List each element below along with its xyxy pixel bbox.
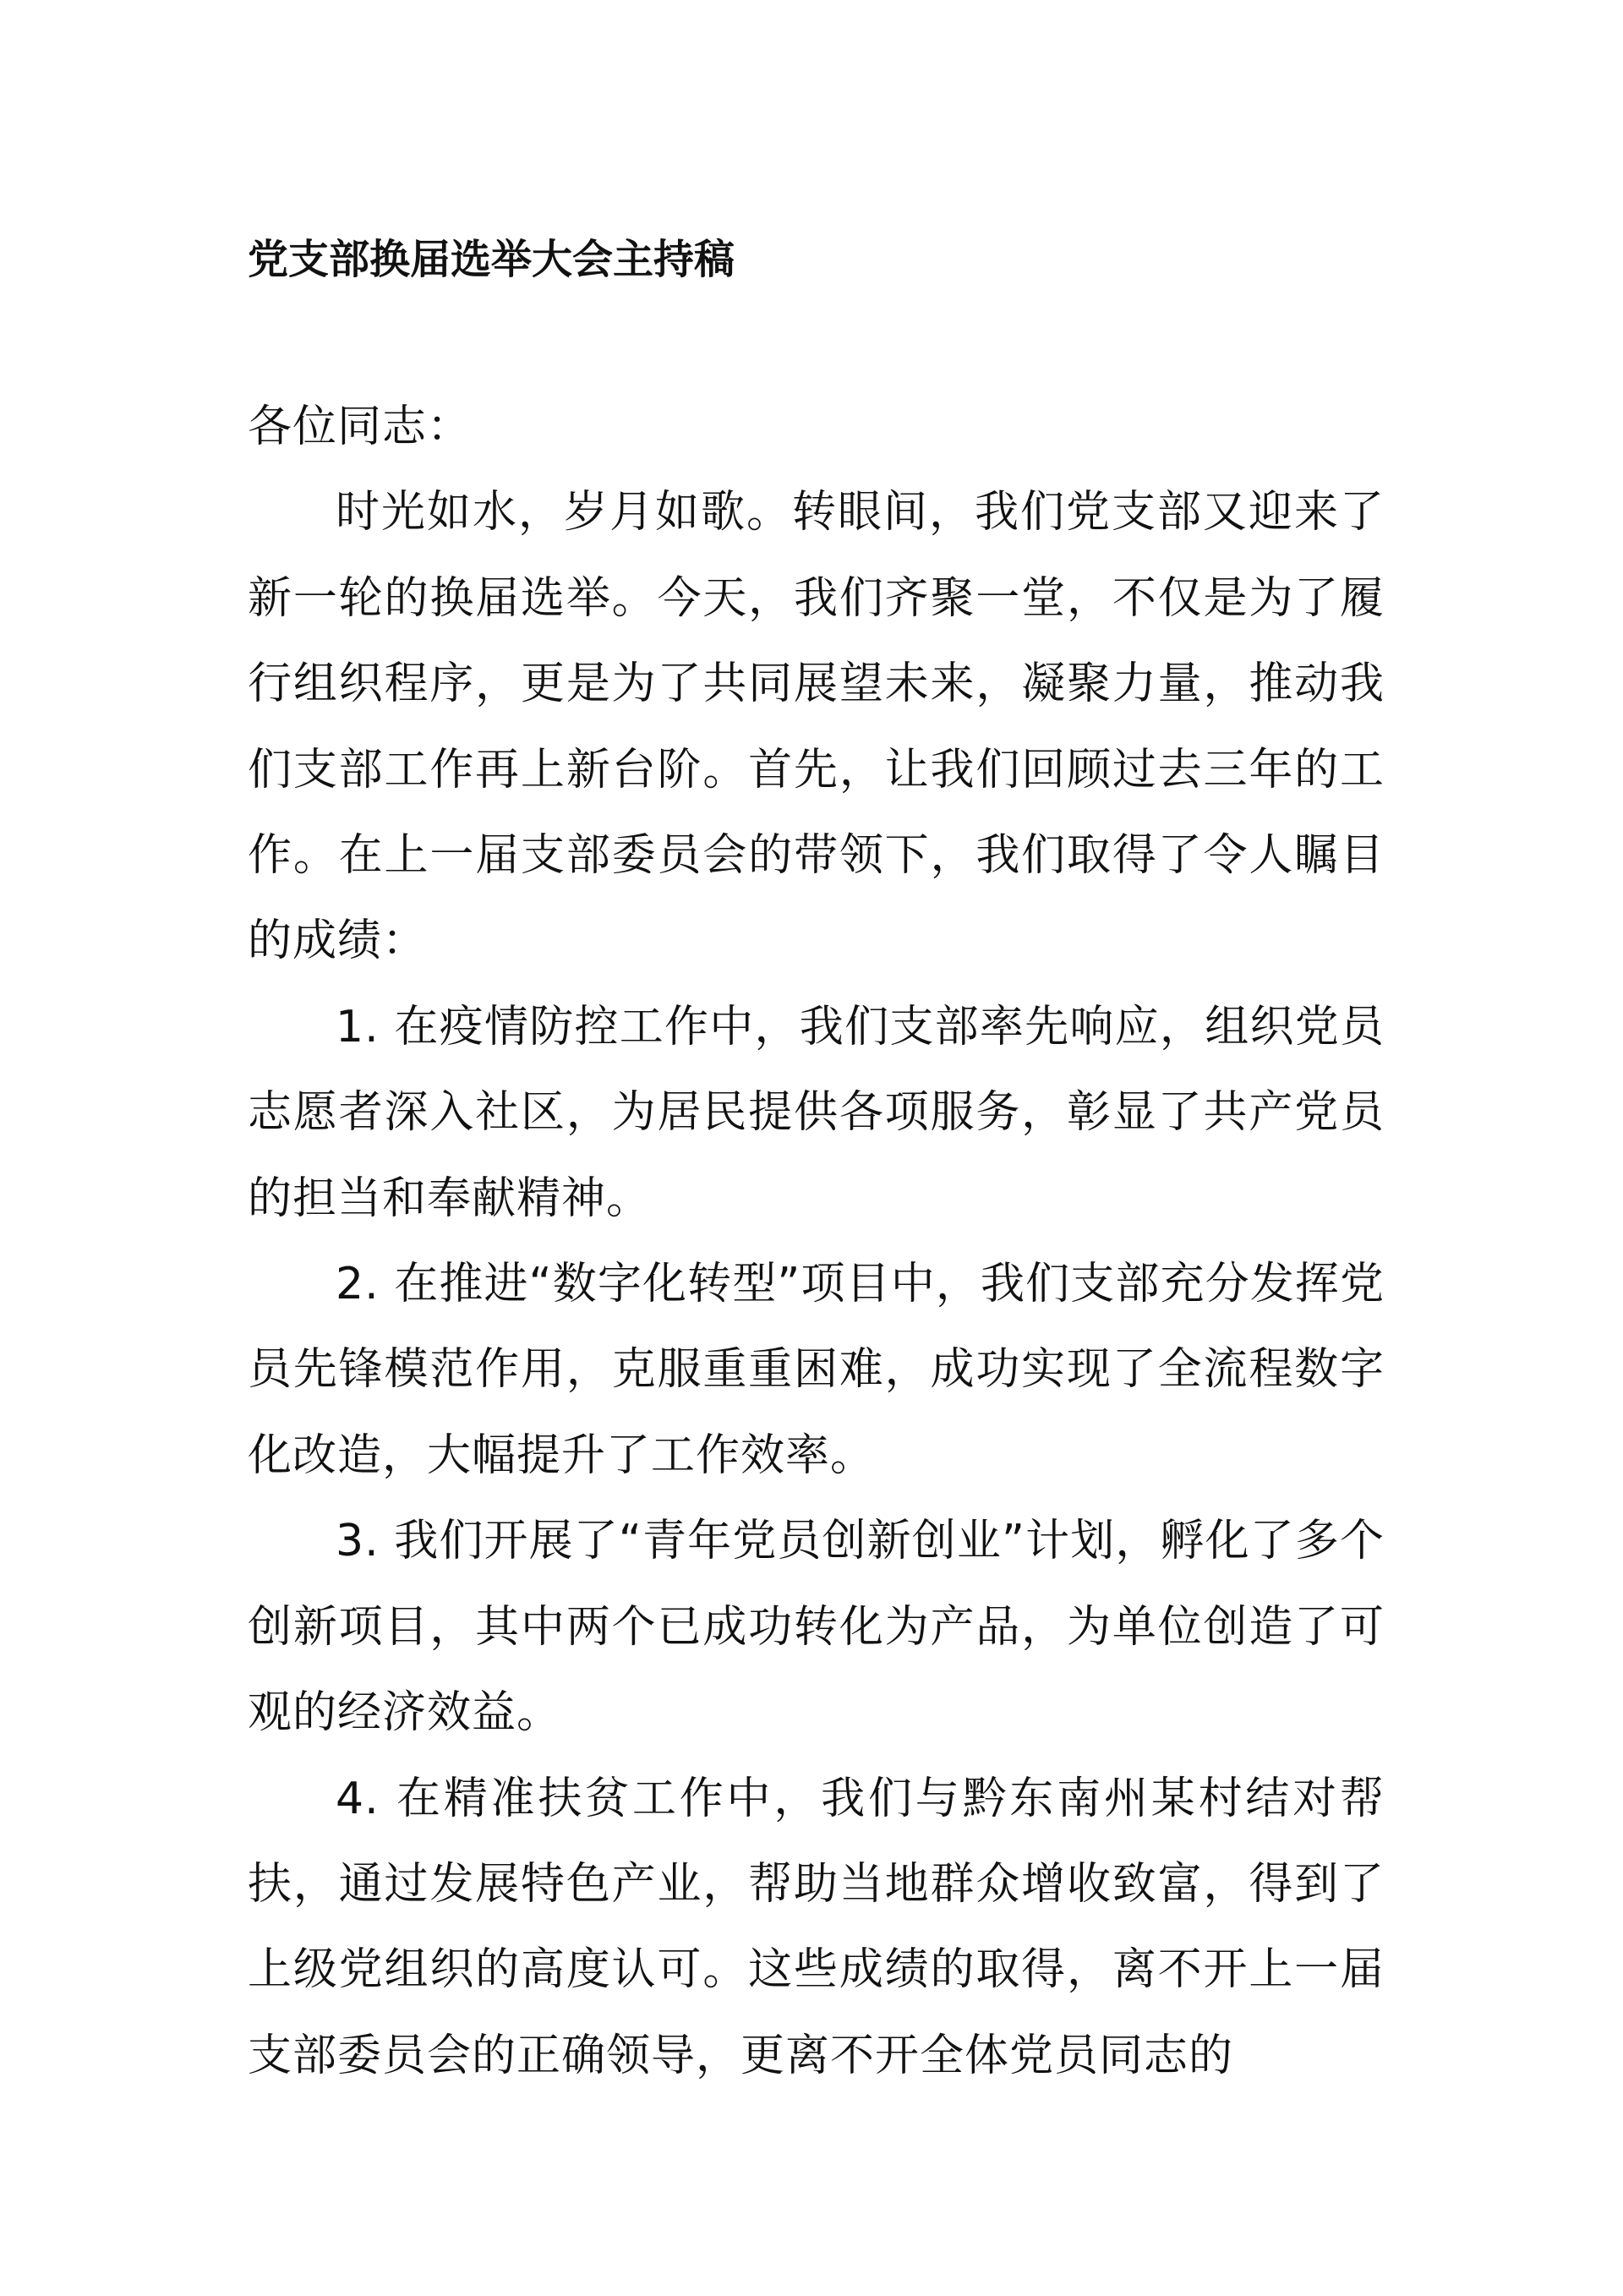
document-body [248, 385, 1385, 2099]
document-title: 党支部换届选举大会主持稿 [248, 236, 735, 283]
paragraph-item-4: 4. 在精准扶贫工作中，我们与黔东南州某村结对帮扶，通过发展特色产业，帮助当地群众增收致富，得到了上级党组织的高度认可。这些成绩的取得，离不开上一届支部委员会的正确领导，更离不开全体党员同志的 [248, 1773, 1385, 2081]
paragraph-item-3: 3. 我们开展了“青年党员创新创业”计划，孵化了多个创新项目，其中两个已成功转化为产品，为单位创造了可观的经济效益。 [248, 1516, 1385, 1739]
salutation: 各位同志： [248, 402, 473, 452]
paragraph-item-2: 2. 在推进“数字化转型”项目中，我们支部充分发挥党员先锋模范作用，克服重重困难，成功实现了全流程数字化改造，大幅提升了工作效率。 [248, 1259, 1385, 1481]
paragraph-item-1: 1. 在疫情防控工作中，我们支部率先响应，组织党员志愿者深入社区，为居民提供各项服务，彰显了共产党员的担当和奉献精神。 [248, 1001, 1385, 1224]
document-page [248, 0, 1385, 2296]
paragraph-intro: 时光如水，岁月如歌。转眼间，我们党支部又迎来了新一轮的换届选举。今天，我们齐聚一堂，不仅是为了履行组织程序，更是为了共同展望未来，凝聚力量，推动我们支部工作再上新台阶。首先，让我们回顾过去三年的工作。在上一届支部委员会的带领下，我们取得了令人瞩目的成绩： [248, 487, 1385, 967]
